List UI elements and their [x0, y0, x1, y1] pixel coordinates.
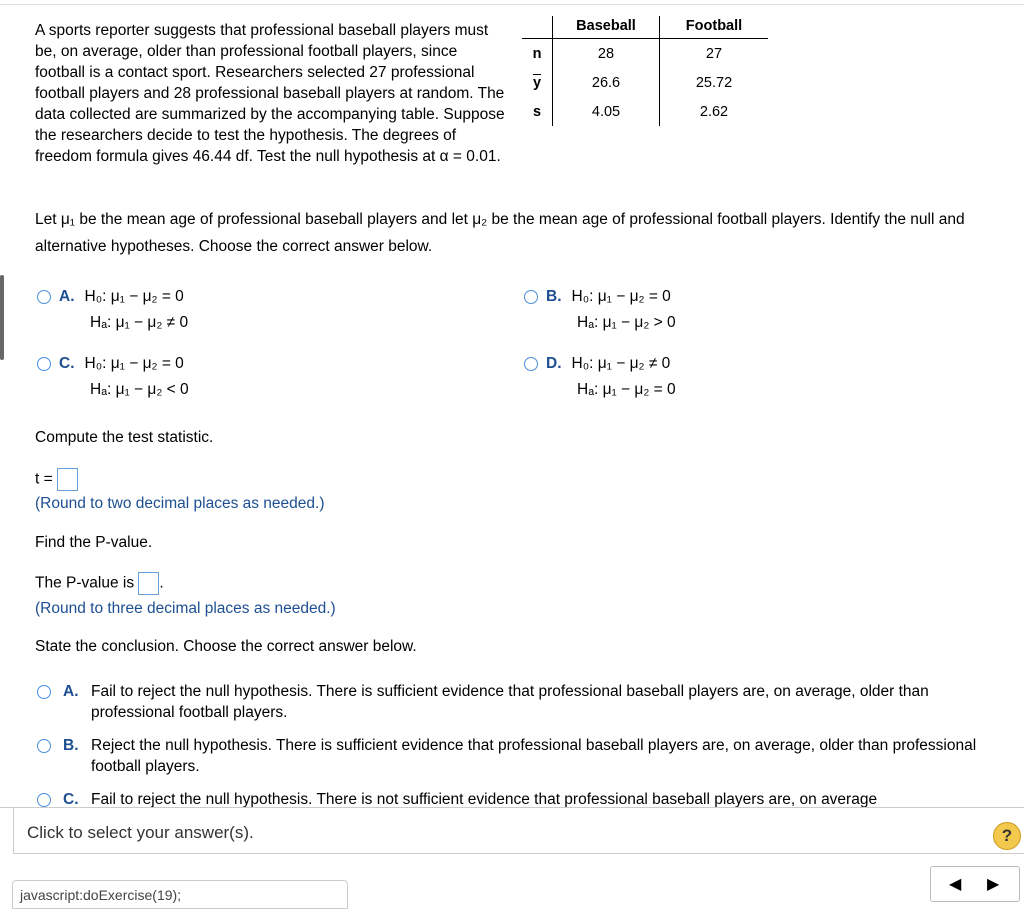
footer-divider-2 [13, 853, 1024, 854]
option-letter: A. [59, 288, 75, 305]
t-hint: (Round to two decimal places as needed.) [35, 495, 325, 512]
compute-prompt: Compute the test statistic. [35, 429, 214, 446]
top-divider [0, 4, 1024, 5]
pvalue-input[interactable] [138, 572, 159, 595]
option-letter: C. [59, 355, 75, 372]
radio-icon[interactable] [524, 290, 538, 304]
pvalue-hint: (Round to three decimal places as needed.) [35, 600, 336, 617]
cell-football-ybar: 25.72 [695, 74, 733, 91]
option-ha: Hₐ: μ₁ − μ₂ < 0 [90, 381, 189, 398]
option-ha: Hₐ: μ₁ − μ₂ ≠ 0 [90, 314, 189, 331]
footer-left-border [13, 808, 14, 853]
radio-icon[interactable] [37, 685, 51, 699]
pvalue-label: The P-value is [35, 574, 135, 592]
click-instruction: Click to select your answer(s). [27, 823, 254, 842]
cell-baseball-ybar: 26.6 [553, 68, 660, 97]
summary-table [522, 16, 768, 126]
hypothesis-option-b[interactable] [524, 284, 676, 336]
radio-icon[interactable] [37, 793, 51, 807]
option-text: Fail to reject the null hypothesis. There is not sufficient evidence that professional baseball players are, on average [91, 791, 878, 807]
hypothesis-option-c[interactable] [37, 351, 189, 403]
option-h0: H₀: μ₁ − μ₂ = 0 [84, 355, 184, 372]
conclusion-option-c[interactable] [37, 789, 992, 807]
option-h0: H₀: μ₁ − μ₂ ≠ 0 [571, 355, 671, 372]
hypothesis-option-a[interactable] [37, 284, 188, 336]
row-label-ybar: $\overline{y}$ [532, 74, 542, 91]
option-letter: B. [63, 737, 79, 754]
radio-icon[interactable] [37, 290, 51, 304]
header-football: Football [660, 16, 769, 39]
pvalue-prompt: Find the P-value. [35, 534, 153, 551]
pvalue-answer-row [35, 572, 164, 595]
option-text: Reject the null hypothesis. There is sufficient evidence that professional baseball players are, on average, older than professional football players. [91, 737, 977, 775]
option-ha: Hₐ: μ₁ − μ₂ = 0 [577, 381, 676, 398]
navigation-arrows [930, 866, 1020, 902]
option-letter: B. [546, 288, 562, 305]
table-row [522, 97, 768, 126]
conclusion-option-b[interactable] [37, 735, 992, 779]
hypothesis-option-d[interactable] [524, 351, 676, 403]
cell-baseball-s: 4.05 [553, 97, 660, 126]
table-row [522, 68, 768, 97]
header-baseball: Baseball [553, 16, 660, 39]
radio-icon[interactable] [37, 357, 51, 371]
t-input[interactable] [57, 468, 78, 491]
cell-baseball-n: 28 [553, 39, 660, 69]
cell-football-n: 27 [705, 45, 723, 62]
footer-divider [0, 807, 1024, 808]
status-bar: javascript:doExercise(19); [12, 880, 348, 909]
conclusion-option-a[interactable] [37, 681, 992, 725]
scroll-indicator[interactable] [0, 275, 4, 360]
cell-football-s: 2.62 [699, 103, 729, 120]
option-ha: Hₐ: μ₁ − μ₂ > 0 [577, 314, 676, 331]
table-row [522, 39, 768, 69]
option-letter: C. [63, 791, 79, 807]
hypothesis-question: Let μ₁ be the mean age of professional baseball players and let μ₂ be the mean age of professional football players. Identify the null and alternative hypotheses. Choose the correct answer below. [35, 211, 965, 255]
t-label: t = [35, 470, 53, 488]
row-label-n: n [522, 39, 553, 69]
option-text: Fail to reject the null hypothesis. There is sufficient evidence that professional baseball players are, on average, older than professional football players. [91, 683, 929, 721]
option-letter: D. [546, 355, 562, 372]
problem-statement: A sports reporter suggests that professional baseball players must be, on average, older than professional football players, since football is a contact sport. Researchers selected 27 professional football players and 28 professional baseball players at random. The data collected are summarized by the accompanying table. Suppose the researchers decide to test the hypothesis. The degrees of freedom formula gives 46.44 df. Test the null hypothesis at α = 0.01. [35, 22, 505, 165]
radio-icon[interactable] [524, 357, 538, 371]
option-letter: A. [63, 683, 79, 700]
option-h0: H₀: μ₁ − μ₂ = 0 [571, 288, 671, 305]
help-icon[interactable]: ? [993, 822, 1021, 850]
prev-arrow-icon[interactable]: ◀ [949, 876, 962, 893]
radio-icon[interactable] [37, 739, 51, 753]
table-corner [522, 16, 553, 39]
t-answer-row [35, 468, 78, 491]
pvalue-period: . [159, 574, 164, 592]
conclusion-prompt: State the conclusion. Choose the correct answer below. [35, 638, 417, 655]
next-arrow-icon[interactable]: ▶ [987, 876, 1000, 893]
row-label-s: s [522, 97, 553, 126]
option-h0: H₀: μ₁ − μ₂ = 0 [84, 288, 184, 305]
